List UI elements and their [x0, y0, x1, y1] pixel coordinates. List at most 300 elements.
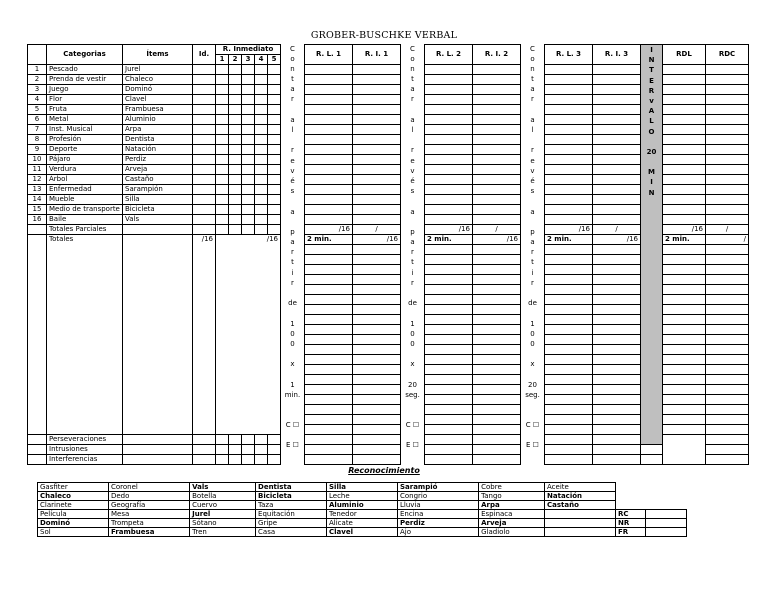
row-category: Pescado: [47, 65, 123, 75]
reconocimiento-title: Reconocimiento: [348, 466, 420, 475]
grid-cell: [663, 415, 706, 425]
grid-cell: [706, 395, 749, 405]
blank: [646, 501, 687, 510]
grid-cell: [305, 405, 353, 415]
row-id: [193, 175, 216, 185]
row-number: 10: [28, 155, 47, 165]
row-ri3: [593, 65, 641, 75]
row-ri1: [353, 185, 401, 195]
grid-cell: [425, 425, 473, 435]
row-item: Jurel: [123, 65, 193, 75]
row-rl1: [305, 85, 353, 95]
ri2-parcial: /: [473, 225, 521, 235]
blank: [242, 225, 255, 235]
grid-cell: [545, 395, 593, 405]
grid-cell: [663, 375, 706, 385]
totales-parciales-label: Totales Parciales: [47, 225, 123, 235]
row-ri2: [473, 85, 521, 95]
row-category: Árbol: [47, 175, 123, 185]
grid-cell: [545, 345, 593, 355]
contar-column-3-text: C o n t a r a l r e v é s a p a r t i r de 1 0 0 x 20 seg. C ☐ E ☐: [525, 44, 540, 450]
page-title: GROBER-BUSCHKE VERBAL: [310, 30, 458, 41]
row-category: Deporte: [47, 145, 123, 155]
row-number: 15: [28, 205, 47, 215]
blank: [123, 235, 193, 435]
reco-word: Leche: [327, 492, 398, 501]
grid-cell: [706, 245, 749, 255]
header-blank: [28, 45, 47, 65]
blank: [216, 445, 229, 455]
row-item: Perdiz: [123, 155, 193, 165]
row-ri-5: [268, 185, 281, 195]
row-rl2: [425, 155, 473, 165]
row-item: Silla: [123, 195, 193, 205]
row-rdc: [706, 165, 749, 175]
row-rl1: [305, 185, 353, 195]
row-ri-5: [268, 145, 281, 155]
row-category: Flor: [47, 95, 123, 105]
row-ri-2: [229, 205, 242, 215]
header-rl2: R. L. 2: [425, 45, 473, 65]
grid-cell: [353, 345, 401, 355]
reco-word: Tenedor: [327, 510, 398, 519]
reco-word: Encina: [397, 510, 478, 519]
row-ri3: [593, 135, 641, 145]
reco-word: Tango: [479, 492, 545, 501]
header-ri2: R. I. 2: [473, 45, 521, 65]
grid-cell: [663, 335, 706, 345]
row-ri2: [473, 185, 521, 195]
row-ri-3: [242, 205, 255, 215]
grid-cell: [545, 295, 593, 305]
grid-cell: [706, 405, 749, 415]
row-rl3: [545, 75, 593, 85]
blank: [242, 445, 255, 455]
row-ri1: [353, 215, 401, 225]
row-ri-3: [242, 175, 255, 185]
row-rl3: [545, 155, 593, 165]
rl2-total-time: 2 min.: [425, 235, 473, 245]
row-ri-4: [255, 175, 268, 185]
row-rdl: [663, 105, 706, 115]
blank: [28, 445, 47, 455]
rl3-total-score: /16: [593, 235, 641, 245]
row-ri1: [353, 165, 401, 175]
grid-cell: [473, 245, 521, 255]
row-id: [193, 65, 216, 75]
row-number: 11: [28, 165, 47, 175]
grid-cell: [305, 305, 353, 315]
row-item: Frambuesa: [123, 105, 193, 115]
row-ri-1: [216, 145, 229, 155]
reco-word: Alicate: [327, 519, 398, 528]
row-ri-5: [268, 175, 281, 185]
row-ri-2: [229, 175, 242, 185]
reco-word: Clavel: [327, 528, 398, 537]
row-ri2: [473, 65, 521, 75]
row-ri3: [593, 95, 641, 105]
grid-cell: [593, 315, 641, 325]
row-ri2: [473, 155, 521, 165]
reco-word: Cuervo: [190, 501, 256, 510]
row-ri-2: [229, 125, 242, 135]
bottom-row-label: Perseveraciones: [47, 435, 123, 445]
row-id: [193, 205, 216, 215]
row-ri-1: [216, 155, 229, 165]
row-category: Inst. Musical: [47, 125, 123, 135]
id-total: /16: [193, 235, 216, 435]
grid-cell: [473, 365, 521, 375]
row-ri-1: [216, 65, 229, 75]
grid-cell: [425, 385, 473, 395]
grid-cell: [353, 365, 401, 375]
row-ri1: [353, 125, 401, 135]
row-ri2: [473, 135, 521, 145]
reco-word: Mesa: [108, 510, 189, 519]
row-rl2: [425, 195, 473, 205]
grid-cell: [593, 285, 641, 295]
reco-word: Tren: [190, 528, 256, 537]
row-ri1: [353, 145, 401, 155]
reco-word: Arveja: [479, 519, 545, 528]
row-rl3: [545, 65, 593, 75]
grid-cell: [663, 305, 706, 315]
grid-cell: [593, 405, 641, 415]
reco-word: Gripe: [256, 519, 327, 528]
intervalo-column: I N T E R v A L O 20 M I N: [641, 45, 663, 445]
row-ri3: [593, 145, 641, 155]
row-ri-5: [268, 65, 281, 75]
grid-cell: [305, 445, 353, 455]
header-ri3: R. I. 3: [593, 45, 641, 65]
blank: [123, 445, 193, 455]
grid-cell: [473, 325, 521, 335]
row-rl3: [545, 175, 593, 185]
grid-cell: [593, 265, 641, 275]
row-rl1: [305, 125, 353, 135]
row-id: [193, 125, 216, 135]
grid-cell: [545, 355, 593, 365]
row-ri-1: [216, 85, 229, 95]
row-ri2: [473, 205, 521, 215]
row-item: Vals: [123, 215, 193, 225]
reco-score-value: [646, 528, 687, 537]
grid-cell: [593, 275, 641, 285]
row-rl2: [425, 135, 473, 145]
row-rdl: [663, 65, 706, 75]
row-rdl: [663, 115, 706, 125]
row-ri-4: [255, 85, 268, 95]
row-ri3: [593, 75, 641, 85]
reco-word: [545, 510, 616, 519]
reco-word: Clarinete: [38, 501, 109, 510]
row-rdl: [663, 215, 706, 225]
row-rl3: [545, 185, 593, 195]
reconocimiento-table: [37, 482, 687, 537]
row-ri-3: [242, 165, 255, 175]
row-item: Clavel: [123, 95, 193, 105]
reco-word: Taza: [256, 501, 327, 510]
rl1-total-score: /16: [353, 235, 401, 245]
grid-cell: [473, 295, 521, 305]
row-id: [193, 195, 216, 205]
grid-cell: [706, 335, 749, 345]
grid-cell: [425, 265, 473, 275]
row-ri-3: [242, 75, 255, 85]
grid-cell: [706, 275, 749, 285]
blank: [268, 445, 281, 455]
grid-cell: [353, 335, 401, 345]
row-rdc: [706, 145, 749, 155]
row-number: 7: [28, 125, 47, 135]
grid-cell: [425, 435, 473, 445]
grid-cell: [353, 255, 401, 265]
grid-cell: [353, 285, 401, 295]
grid-cell: [593, 375, 641, 385]
row-rl2: [425, 145, 473, 155]
grid-cell: [425, 355, 473, 365]
grid-cell: [305, 385, 353, 395]
grid-cell: [473, 395, 521, 405]
grid-cell: [473, 415, 521, 425]
row-rl3: [545, 165, 593, 175]
blank: [229, 225, 242, 235]
reco-word: Perdiz: [397, 519, 478, 528]
grid-cell: [593, 415, 641, 425]
grid-cell: [473, 375, 521, 385]
blank: [242, 455, 255, 465]
row-ri-1: [216, 125, 229, 135]
row-item: Castaño: [123, 175, 193, 185]
reco-word: Aluminio: [327, 501, 398, 510]
row-rl1: [305, 65, 353, 75]
row-ri-4: [255, 185, 268, 195]
row-ri2: [473, 115, 521, 125]
row-ri-3: [242, 85, 255, 95]
row-category: Enfermedad: [47, 185, 123, 195]
grid-cell: [593, 255, 641, 265]
grid-cell: [706, 345, 749, 355]
header-rdc: RDC: [706, 45, 749, 65]
blank: [616, 483, 646, 492]
reco-word: Dominó: [38, 519, 109, 528]
row-ri-5: [268, 105, 281, 115]
ri3-parcial: /: [593, 225, 641, 235]
row-ri-1: [216, 135, 229, 145]
row-ri-2: [229, 155, 242, 165]
grid-cell: [425, 405, 473, 415]
rdc-parcial: /: [706, 225, 749, 235]
row-category: Juego: [47, 85, 123, 95]
grid-cell: [706, 385, 749, 395]
blank: [193, 435, 216, 445]
reco-word: Lluvia: [397, 501, 478, 510]
reco-word: Chaleco: [38, 492, 109, 501]
intervalo-end: [663, 435, 706, 465]
row-ri1: [353, 135, 401, 145]
grid-cell: [425, 315, 473, 325]
contar-column-2: [401, 45, 425, 465]
blank: [229, 455, 242, 465]
reco-word: Arpa: [479, 501, 545, 510]
reco-word: Botella: [190, 492, 256, 501]
blank: [268, 455, 281, 465]
grid-cell: [305, 265, 353, 275]
grid-cell: [706, 355, 749, 365]
row-item: Arveja: [123, 165, 193, 175]
grid-cell: [305, 255, 353, 265]
grid-cell: [663, 345, 706, 355]
row-rl2: [425, 65, 473, 75]
row-rdl: [663, 85, 706, 95]
row-ri-4: [255, 125, 268, 135]
contar-column-1: [281, 45, 305, 465]
row-number: 2: [28, 75, 47, 85]
grid-cell: [641, 445, 663, 455]
reco-word: Coronel: [108, 483, 189, 492]
rl1-total-time: 2 min.: [305, 235, 353, 245]
row-category: Medio de transporte: [47, 205, 123, 215]
blank: [616, 501, 646, 510]
reco-word: Dentista: [256, 483, 327, 492]
grid-cell: [663, 405, 706, 415]
grid-cell: [353, 415, 401, 425]
row-item: Dominó: [123, 85, 193, 95]
grid-cell: [706, 435, 749, 445]
row-rl2: [425, 215, 473, 225]
reco-word: Sótano: [190, 519, 256, 528]
reco-word: Gasfiter: [38, 483, 109, 492]
rdl-parcial: /16: [663, 225, 706, 235]
row-ri-5: [268, 125, 281, 135]
row-ri3: [593, 115, 641, 125]
grid-cell: [473, 315, 521, 325]
row-ri1: [353, 75, 401, 85]
grid-cell: [425, 415, 473, 425]
row-ri-3: [242, 115, 255, 125]
grid-cell: [305, 455, 353, 465]
row-ri-4: [255, 115, 268, 125]
blank: [255, 435, 268, 445]
grid-cell: [663, 365, 706, 375]
row-rdl: [663, 95, 706, 105]
blank: [193, 225, 216, 235]
row-id: [193, 145, 216, 155]
grid-cell: [305, 295, 353, 305]
row-ri-4: [255, 105, 268, 115]
grid-cell: [353, 305, 401, 315]
reco-word: Natación: [545, 492, 616, 501]
row-id: [193, 85, 216, 95]
blank: [616, 492, 646, 501]
reco-word: Geografía: [108, 501, 189, 510]
reco-word: Ajo: [397, 528, 478, 537]
grid-cell: [305, 315, 353, 325]
grid-cell: [663, 255, 706, 265]
header-rdl: RDL: [663, 45, 706, 65]
row-ri2: [473, 215, 521, 225]
row-rl1: [305, 135, 353, 145]
row-ri-3: [242, 105, 255, 115]
blank: [229, 445, 242, 455]
grid-cell: [425, 285, 473, 295]
row-ri-2: [229, 215, 242, 225]
row-ri-2: [229, 75, 242, 85]
row-rl2: [425, 205, 473, 215]
row-ri-1: [216, 185, 229, 195]
row-ri3: [593, 175, 641, 185]
grid-cell: [305, 275, 353, 285]
blank: [255, 445, 268, 455]
row-rl3: [545, 135, 593, 145]
grid-cell: [353, 385, 401, 395]
row-rdc: [706, 135, 749, 145]
grid-cell: [663, 355, 706, 365]
row-ri1: [353, 205, 401, 215]
grid-cell: [545, 315, 593, 325]
grid-cell: [305, 245, 353, 255]
rl3-parcial: /16: [545, 225, 593, 235]
row-rdl: [663, 155, 706, 165]
grid-cell: [305, 395, 353, 405]
row-rl1: [305, 105, 353, 115]
row-ri-3: [242, 95, 255, 105]
header-r-inmediato: R. Inmediato: [216, 45, 281, 55]
grid-cell: [545, 445, 593, 455]
row-rl2: [425, 85, 473, 95]
grid-cell: [305, 435, 353, 445]
row-ri2: [473, 175, 521, 185]
row-ri-1: [216, 75, 229, 85]
grid-cell: [473, 285, 521, 295]
grid-cell: [425, 255, 473, 265]
reco-score-value: [646, 519, 687, 528]
grid-cell: [706, 285, 749, 295]
row-number: 12: [28, 175, 47, 185]
grid-cell: [425, 375, 473, 385]
row-ri-4: [255, 65, 268, 75]
row-ri-3: [242, 215, 255, 225]
row-ri-3: [242, 195, 255, 205]
row-ri-1: [216, 165, 229, 175]
row-rdl: [663, 165, 706, 175]
grid-cell: [425, 345, 473, 355]
row-ri3: [593, 155, 641, 165]
row-rl2: [425, 185, 473, 195]
grid-cell: [425, 365, 473, 375]
row-ri-1: [216, 95, 229, 105]
row-ri2: [473, 125, 521, 135]
row-ri-4: [255, 155, 268, 165]
grid-cell: [593, 245, 641, 255]
header-ri-4: 4: [255, 55, 268, 65]
grid-cell: [663, 285, 706, 295]
header-categorias: Categorias: [47, 45, 123, 65]
row-item: Bicicleta: [123, 205, 193, 215]
row-id: [193, 155, 216, 165]
grid-cell: [425, 455, 473, 465]
row-ri-4: [255, 195, 268, 205]
blank: [268, 435, 281, 445]
reco-word: Cobre: [479, 483, 545, 492]
row-ri1: [353, 175, 401, 185]
header-ri-2: 2: [229, 55, 242, 65]
reco-word: Congrio: [397, 492, 478, 501]
row-ri-4: [255, 95, 268, 105]
grid-cell: [593, 325, 641, 335]
blank: [255, 455, 268, 465]
row-rl3: [545, 95, 593, 105]
